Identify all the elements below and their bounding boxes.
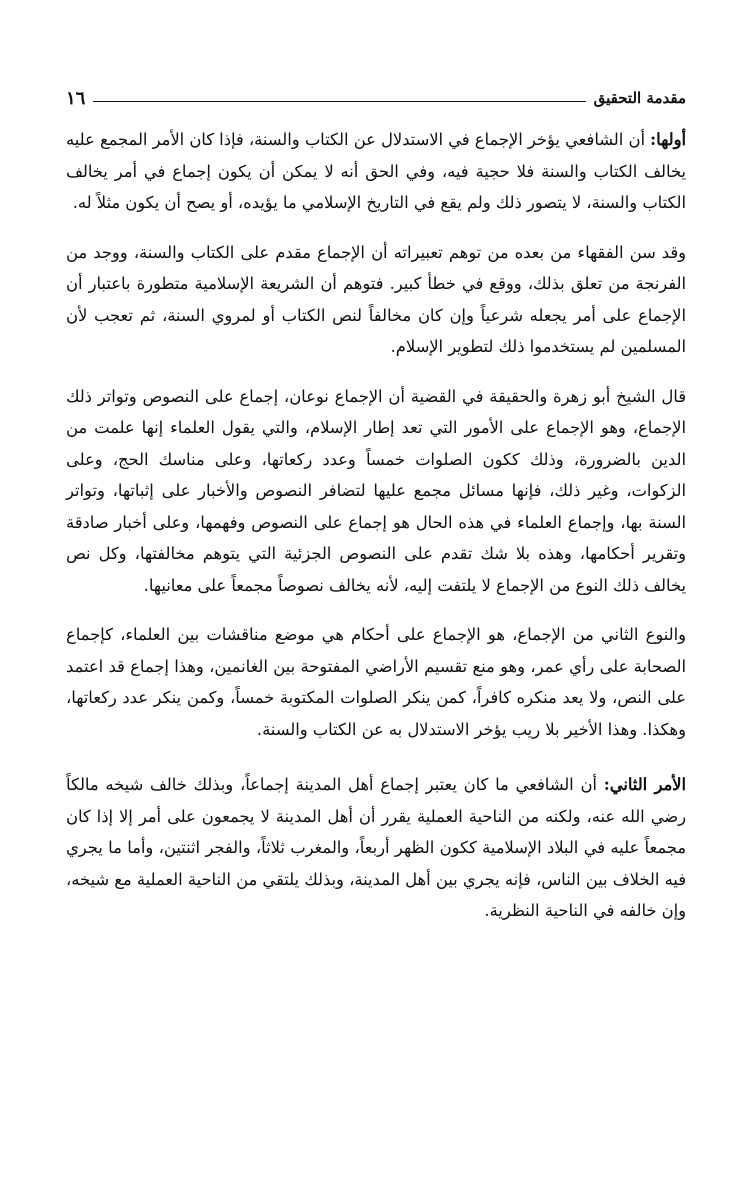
paragraph-text: والنوع الثاني من الإجماع، هو الإجماع على أحكام هي موضع مناقشات بين العلماء، كإجماع الصحابة على رأي عمر، وهو منع تقسيم الأراضي المفتوحة بين الغانمين، وهذا إجماع قد اعتمد على النص، ولا يعد منكره كافراً، كمن ينكر الصلوات المكتوبة خمساً، وكمن ينكر عدد ركعاتها، وهكذا. وهذا الأخير بلا ريب يؤخر الاستدلال به عن الكتاب والسنة. xyxy=(66,625,686,739)
paragraph-text: وقد سن الفقهاء من بعده من توهم تعبيراته أن الإجماع مقدم على الكتاب والسنة، ووجد من الفرنجة من تعلق بذلك، ووقع في خطأ كبير. فتوهم أن الشريعة الإسلامية متطورة باعتبار أن الإجماع على أمر يجعله شرعياً وإن كان مخالفاً لنص الكتاب أو لمروي السنة، ثم تعجب لأن المسلمين لم يستخدموا ذلك لتطوير الإسلام. xyxy=(66,242,686,356)
paragraph-text: أن الشافعي ما كان يعتبر إجماع أهل المدينة إجماعاً، وبذلك خالف شيخه مالكاً رضي الله عنه، ولكنه من الناحية العملية يقرر أن أهل المدينة لا يجمعون على أمر إلا إذا كان مجمعاً عليه في البلاد الإسلامية ككون الظهر أربعاً، والمغرب ثلاثاً، والفجر اثنتين، وأما ما يجري فيه الخلاف بين الناس، فإنه يجري بين أهل المدينة، وبذلك يلتقي من الناحية العملية مع شيخه، وإن خالفه في الناحية النظرية. xyxy=(66,775,686,920)
page-number: ١٦ xyxy=(66,87,86,109)
running-header xyxy=(66,83,686,113)
paragraph-text: قال الشيخ أبو زهرة والحقيقة في القضية أن الإجماع نوعان، إجماع على النصوص وتواتر ذلك الإجماع، وهو الإجماع على الأمور التي تعد إطار الإسلام، والتي يقول العلماء إنها علمت من الدين بالضرورة، وذلك ككون الصلوات خمساً وعدد ركعاتها، وعلى مناسك الحج، وعلى الزكوات، وغير ذلك، فإنها مسائل مجمع عليها لتضافر النصوص والأخبار على إثباتها، وتواتر السنة بها، وإجماع العلماء في هذه الحال هو إجماع على النصوص وفهمها، وعلى أخبار صادقة وتقرير أحكامها، وهذه بلا شك تقدم على النصوص الجزئية التي يتوهم مخالفتها، وكل نص يخالف ذلك النوع من الإجماع لا يلتفت إليه، لأنه يخالف نصوصاً مجمعاً على معانيها. xyxy=(66,386,686,595)
paragraph-lead: أولها: xyxy=(650,130,686,149)
paragraph-5 xyxy=(66,769,686,927)
paragraph-3 xyxy=(66,381,686,602)
paragraph-text: أن الشافعي يؤخر الإجماع في الاستدلال عن الكتاب والسنة، فإذا كان الأمر المجمع عليه يخالف الكتاب والسنة فلا حجية فيه، وفي الحق أنه لا يمكن أن يكون إجماع في أمر يخالف الكتاب والسنة، لا يتصور ذلك ولم يقع في التاريخ الإسلامي ما يؤيده، أو يصح أن يكون مثلاً له. xyxy=(66,130,686,212)
paragraph-1 xyxy=(66,124,686,219)
header-rule xyxy=(93,101,585,102)
paragraph-2 xyxy=(66,237,686,363)
paragraph-4 xyxy=(66,619,686,745)
page-body xyxy=(66,124,686,1154)
header-title: مقدمة التحقيق xyxy=(593,89,686,107)
paragraph-lead: الأمر الثاني: xyxy=(603,775,686,794)
